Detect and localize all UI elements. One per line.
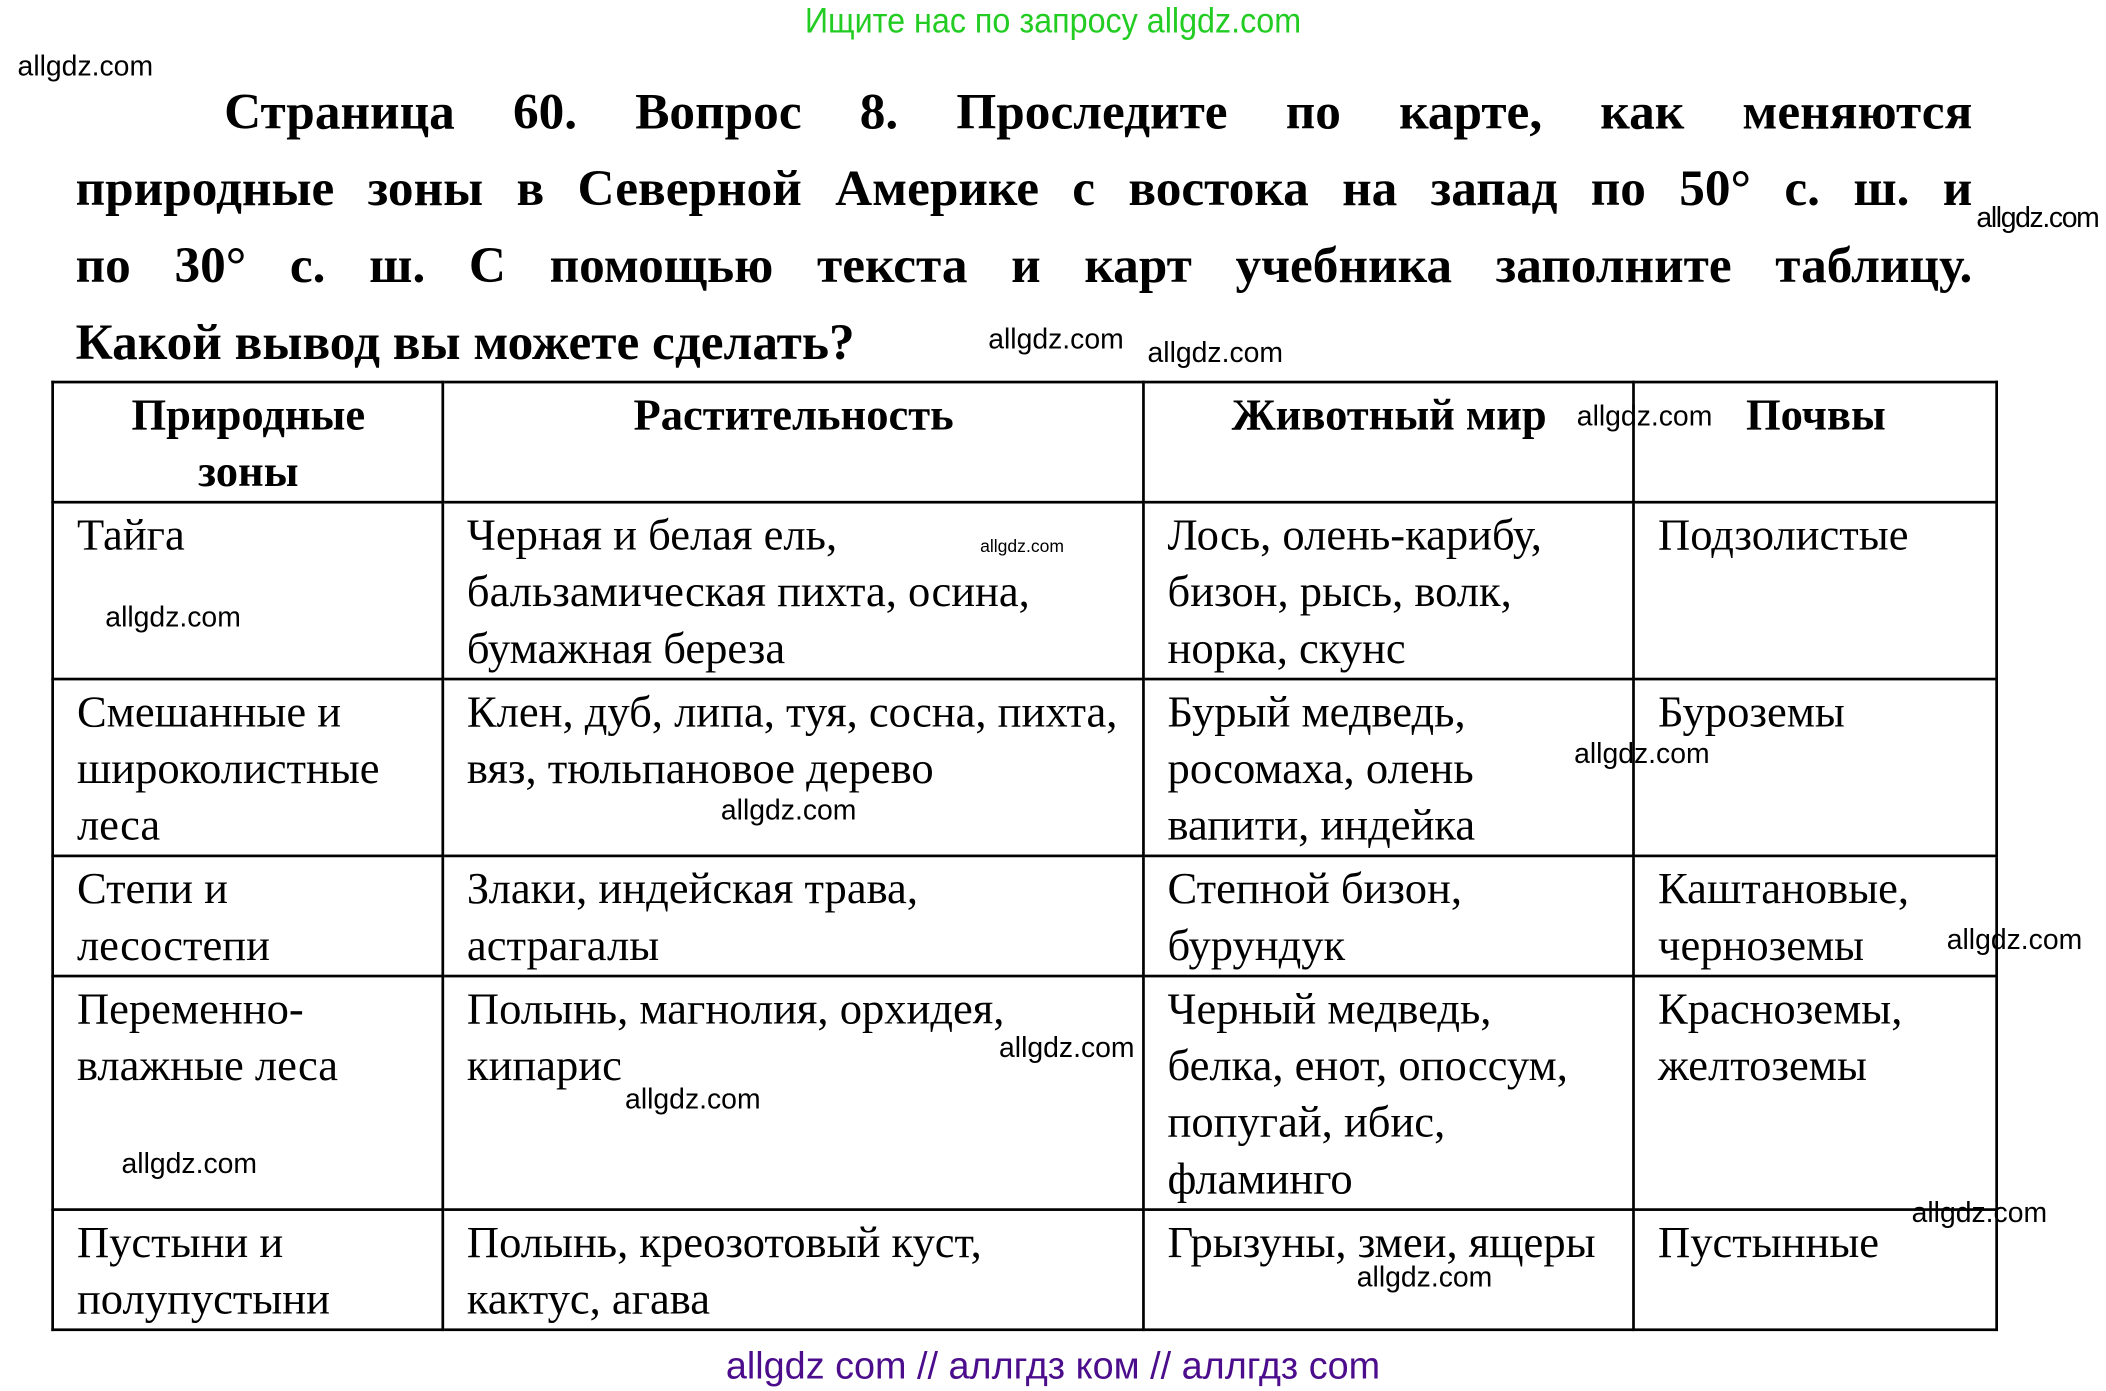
watermark: allgdz.com [1976, 202, 2099, 234]
cell-zone: Переменно-влажные леса [53, 976, 443, 1210]
cell-vegetation: Черная и белая ель, бальзамическая пихта, осина, бумажная береза [443, 502, 1144, 679]
watermark: allgdz.com [999, 1032, 1135, 1064]
watermark: allgdz.com [17, 51, 154, 83]
cell-soils: Подзолистые [1634, 502, 1997, 679]
cell-soils: Каштановые, черноземы [1634, 856, 1997, 976]
cell-animals: Лось, олень-карибу, бизон, рысь, волк, норка, скунс [1143, 502, 1633, 679]
cell-soils: Буроземы [1634, 679, 1997, 856]
question-line: Какой вывод вы можете сделать? [75, 314, 855, 372]
watermark: allgdz.com [980, 535, 1064, 557]
cell-vegetation: Полынь, креозотовый куст, кактус, агава [443, 1210, 1144, 1330]
cell-vegetation: Клен, дуб, липа, туя, сосна, пихта, вяз, тюльпановое дерево [443, 679, 1144, 856]
watermark: allgdz.com [1147, 337, 1284, 369]
question-line: по 30° с. ш. С помощью текста и карт учебника заполните таблицу. [75, 237, 1973, 295]
question-line: природные зоны в Северной Америке с востока на запад по 50° с. ш. и [75, 160, 1973, 218]
cell-soils: Пустынные [1634, 1210, 1997, 1330]
watermark: allgdz.com [121, 1148, 258, 1180]
cell-animals: Грызуны, змеи, ящеры [1143, 1210, 1633, 1330]
cell-zone: Степи и лесостепи [53, 856, 443, 976]
header-zones: Природные зоны [53, 382, 443, 502]
header-soils: Почвы [1634, 382, 1997, 502]
watermark: allgdz.com [988, 324, 1124, 356]
table-row [53, 1210, 1997, 1330]
watermark: allgdz.com [1574, 738, 1710, 770]
cell-vegetation: Злаки, индейская трава, астрагалы [443, 856, 1144, 976]
watermark: allgdz.com [1911, 1197, 2048, 1229]
watermark: allgdz.com [1576, 400, 1713, 432]
cell-vegetation: Полынь, магнолия, орхидея, кипарис [443, 976, 1144, 1210]
cell-soils: Красноземы, желтоземы [1634, 976, 1997, 1210]
search-banner[interactable]: Ищите нас по запросу allgdz.com [804, 0, 1302, 41]
header-animals: Животный мир [1143, 382, 1633, 502]
cell-zone: Пустыни и полупустыни [53, 1210, 443, 1330]
watermark: allgdz.com [1356, 1262, 1493, 1294]
watermark: allgdz.com [105, 602, 241, 634]
table-row [53, 856, 1997, 976]
footer-links[interactable]: allgdz com // аллгдз ком // аллгдз com [725, 1344, 1381, 1387]
watermark: allgdz.com [625, 1084, 761, 1116]
watermark: allgdz.com [720, 795, 857, 827]
header-vegetation: Растительность [443, 382, 1144, 502]
watermark: allgdz.com [1946, 924, 2083, 956]
cell-zone: Смешанные и широколистные леса [53, 679, 443, 856]
cell-animals: Черный медведь, белка, енот, опоссум, попугай, ибис, фламинго [1143, 976, 1633, 1210]
cell-zone: Тайга [53, 502, 443, 679]
table-row [53, 502, 1997, 679]
table-row [53, 976, 1997, 1210]
question-line: Страница 60. Вопрос 8. Проследите по карте, как меняются [224, 83, 1973, 141]
natural-zones-table [51, 381, 1998, 1331]
cell-animals: Бурый медведь, росомаха, олень вапити, индейка [1143, 679, 1633, 856]
cell-animals: Степной бизон, бурундук [1143, 856, 1633, 976]
